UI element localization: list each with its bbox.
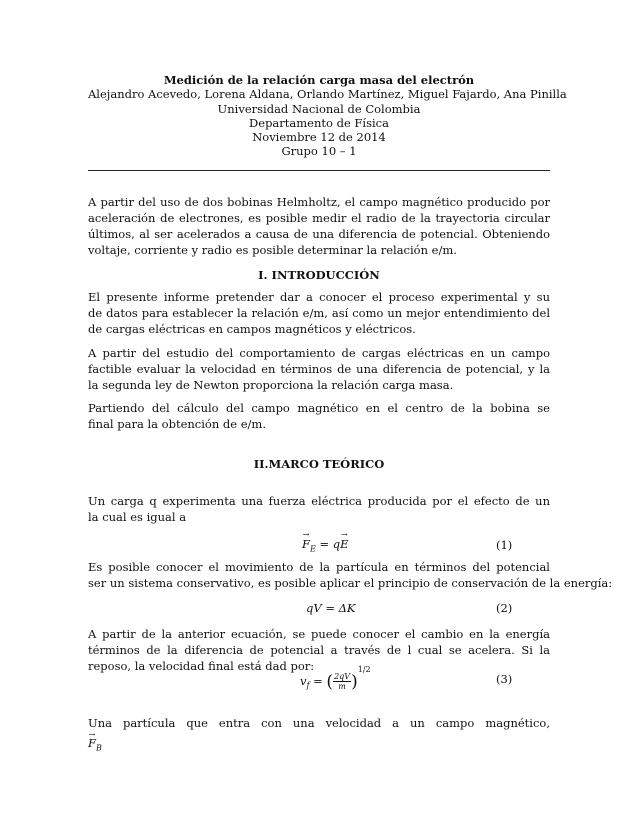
subscript: B [95, 743, 102, 753]
intro-paragraph-1 [88, 290, 550, 338]
paragraph-line: la segunda ley de Newton proporciona la relación carga masa. [88, 378, 454, 392]
equation-number: (2) [496, 601, 513, 615]
paragraph-line: la cual es igual a [88, 510, 187, 524]
equation-3 [300, 658, 371, 698]
left-paren: ( [326, 671, 334, 692]
paragraph-line: ser un sistema conservativo, es posible aplicar el principio de conservación de la energía: [88, 576, 613, 590]
authors: Alejandro Acevedo, Lorena Aldana, Orlando Martínez, Miguel Fajardo, Ana Pinilla [88, 87, 567, 101]
equation-number: (3) [496, 672, 513, 686]
section-heading-marco-teorico: II.MARCO TEÓRICO [253, 457, 385, 471]
paragraph-line: El presente informe pretender dar a conocer el proceso experimental y su [88, 290, 550, 304]
paragraph-line: reposo, la velocidad final está dad por: [88, 659, 315, 673]
intro-paragraph-3 [88, 401, 550, 433]
fraction-numerator: 2qV [334, 672, 351, 682]
theory-paragraph-2 [88, 560, 613, 592]
theory-paragraph-4 [88, 716, 550, 756]
fraction-denominator: m [338, 682, 346, 692]
paragraph-line: A partir del estudio del comportamiento de cargas eléctricas en un campo [88, 346, 550, 360]
abstract-line: A partir del uso de dos bobinas Helmholtz, el campo magnético producido por [88, 195, 550, 209]
theory-paragraph-1 [88, 494, 550, 526]
paragraph-line: de datos para establecer la relación e/m, así como un mejor entendimiento del [88, 306, 550, 320]
paper-title: Medición de la relación carga masa del electrón [163, 73, 475, 87]
section-heading-introduction: I. INTRODUCCIÓN [258, 268, 380, 282]
equation-operator: = [309, 673, 327, 688]
paragraph-line: términos de la diferencia de potencial a través de l cual se acelera. Si la [88, 643, 550, 657]
paragraph-line: Un carga q experimenta una fuerza eléctrica producida por el efecto de un [88, 494, 550, 508]
department: Departamento de Física [249, 116, 389, 130]
vector-symbol: → E [340, 537, 348, 551]
university: Universidad Nacional de Colombia [217, 102, 421, 116]
paragraph-line: Es posible conocer el movimiento de la partícula en términos del potencial [88, 560, 550, 574]
paragraph-line: final para la obtención de e/m. [88, 417, 266, 431]
paragraph-line: factible evaluar la velocidad en términos de una diferencia de potencial, y la [88, 362, 550, 376]
equation-2: qV = ΔK [306, 601, 356, 615]
abstract [88, 195, 550, 259]
fraction [333, 672, 351, 691]
paragraph-line [88, 736, 550, 756]
paragraph-line: de cargas eléctricas en campos magnéticos y eléctricos. [88, 322, 416, 336]
vector-symbol: → F [302, 537, 310, 551]
subscript: f [306, 681, 310, 691]
abstract-line: últimos, al ser acelerados a causa de una diferencia de potencial. Obteniendo [88, 227, 550, 241]
date: Noviembre 12 de 2014 [252, 130, 386, 144]
intro-paragraph-2 [88, 346, 550, 394]
paragraph-line: Partiendo del cálculo del campo magnético en el centro de la bobina se [88, 401, 550, 415]
equation-number: (1) [496, 538, 513, 552]
paragraph-line: A partir de la anterior ecuación, se puede conocer el cambio en la energía [88, 627, 550, 641]
equation-operator: = q [315, 537, 341, 551]
vector-symbol: → F [88, 736, 96, 752]
paragraph-line: Una partícula que entra con una velocidad a un campo magnético, [88, 716, 550, 730]
equation-1 [302, 537, 349, 556]
header-divider [88, 170, 550, 171]
exponent: 1/2 [357, 665, 371, 674]
group: Grupo 10 – 1 [281, 144, 357, 158]
abstract-line: aceleración de electrones, es posible medir el radio de la trayectoria circular [88, 211, 550, 225]
right-paren: ) [351, 671, 358, 692]
subscript: E [309, 544, 316, 554]
equation-lhs: v [300, 673, 307, 688]
abstract-line: voltaje, corriente y radio es posible determinar la relación e/m. [88, 243, 457, 257]
